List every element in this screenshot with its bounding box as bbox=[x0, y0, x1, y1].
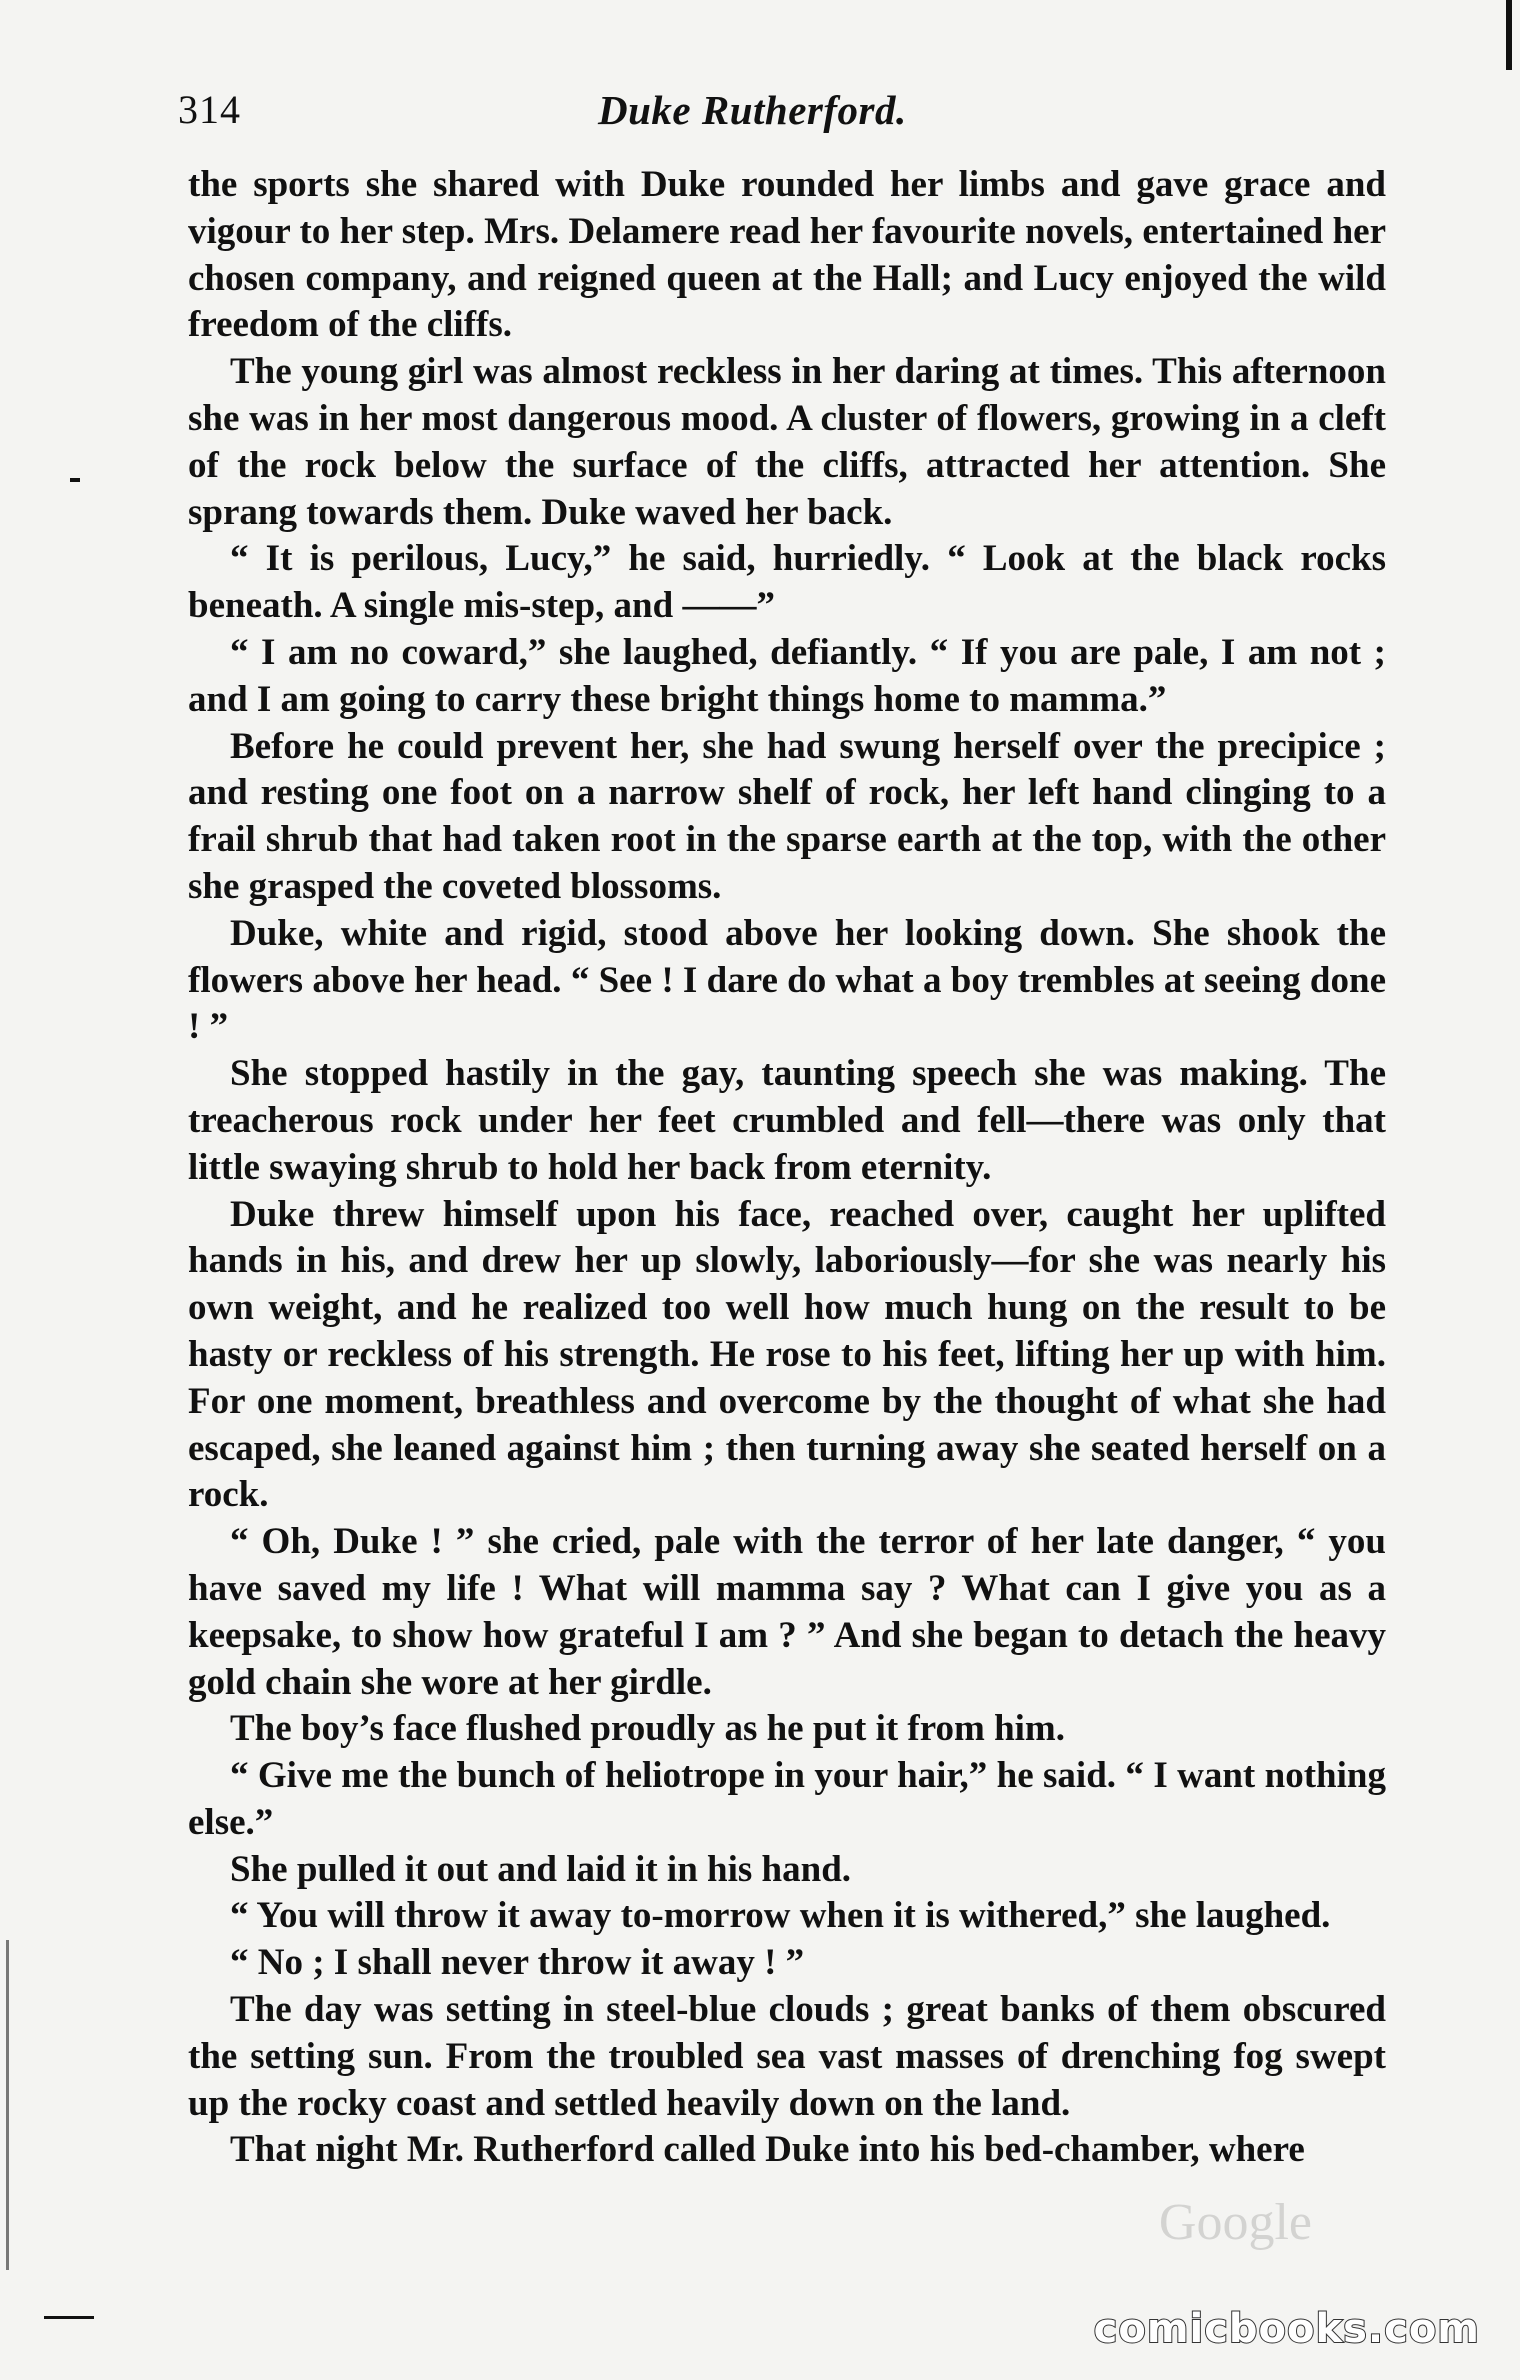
paragraph: the sports she shared with Duke rounded her limbs and gave grace and vigour to her step. Mrs. Delamere read her favourite novels, entertained her chosen company, and reigned queen at the Hall; and Lucy enjoyed the wild freedom of the cliffs. bbox=[188, 164, 1386, 346]
page-number: 314 bbox=[178, 87, 241, 132]
paragraph: The young girl was almost reckless in her daring at times. This afternoon she was in her most dangerous mood. A cluster of flowers, growing in a cleft of the rock below the surface of the cliffs, attracted her attention. She sprang towards them. Duke waved her back. bbox=[188, 351, 1386, 533]
paragraph: She pulled it out and laid it in his hand. bbox=[230, 1848, 852, 1890]
paragraph: “ You will throw it away to-morrow when it is withered,” she laughed. bbox=[230, 1895, 1331, 1937]
scan-edge-mark-bottom-left bbox=[44, 2316, 94, 2319]
paragraph: “ It is perilous, Lucy,” he said, hurriedly. “ Look at the black rocks beneath. A single mis-step, and ——” bbox=[188, 538, 1386, 627]
site-watermark: comicbooks.com bbox=[1093, 2306, 1480, 2352]
paragraph: The day was setting in steel-blue clouds ; great banks of them obscured the setting sun. From the troubled sea vast masses of drenching fog swept up the rocky coast and settled heavily down on the land. bbox=[188, 1989, 1386, 2124]
running-title: Duke Rutherford. bbox=[598, 87, 907, 133]
scan-edge-mark-left-dash bbox=[70, 478, 80, 482]
scan-edge-mark-top-right bbox=[1506, 0, 1512, 70]
paragraph: “ No ; I shall never throw it away ! ” bbox=[230, 1942, 805, 1984]
paragraph: “ Give me the bunch of heliotrope in your hair,” he said. “ I want nothing else.” bbox=[188, 1755, 1386, 1843]
scan-edge-mark-left-lower bbox=[6, 1940, 9, 2270]
paragraph: That night Mr. Rutherford called Duke into his bed-chamber, where bbox=[230, 2129, 1305, 2171]
paragraph: Before he could prevent her, she had swung herself over the precipice ; and resting one foot on a narrow shelf of rock, her left hand clinging to a frail shrub that had taken root in the sparse earth at the top, with the other she grasped the coveted blossoms. bbox=[188, 725, 1386, 907]
page-header bbox=[178, 86, 1388, 146]
body-text bbox=[188, 162, 1386, 2174]
paragraph: She stopped hastily in the gay, taunting speech she was making. The treacherous rock under her feet crumbled and fell—there was only that little swaying shrub to hold her back from eternity. bbox=[188, 1053, 1386, 1188]
paragraph: Duke threw himself upon his face, reached over, caught her uplifted hands in his, and drew her up slowly, laboriously—for she was nearly his own weight, and he realized too well how much hung on the result to be hasty or reckless of his strength. He rose to his feet, lifting her up with him. For one moment, breathless and overcome by the thought of what she had escaped, she leaned against him ; then turning away she seated herself on a rock. bbox=[188, 1193, 1386, 1516]
paragraph: Duke, white and rigid, stood above her looking down. She shook the flowers above her head. “ See ! I dare do what a boy trembles at seeing done ! ” bbox=[188, 912, 1386, 1048]
paragraph: “ I am no coward,” she laughed, defiantly. “ If you are pale, I am not ; and I am going to carry these bright things home to mamma.” bbox=[188, 631, 1386, 720]
scan-watermark-google: Google bbox=[1158, 2194, 1312, 2251]
paragraph: The boy’s face flushed proudly as he put it from him. bbox=[230, 1708, 1065, 1750]
paragraph: “ Oh, Duke ! ” she cried, pale with the terror of her late danger, “ you have saved my life ! What will mamma say ? What can I give you as a keepsake, to show how grateful I am ? ” And she began to detach the heavy gold chain she wore at her girdle. bbox=[188, 1521, 1386, 1703]
